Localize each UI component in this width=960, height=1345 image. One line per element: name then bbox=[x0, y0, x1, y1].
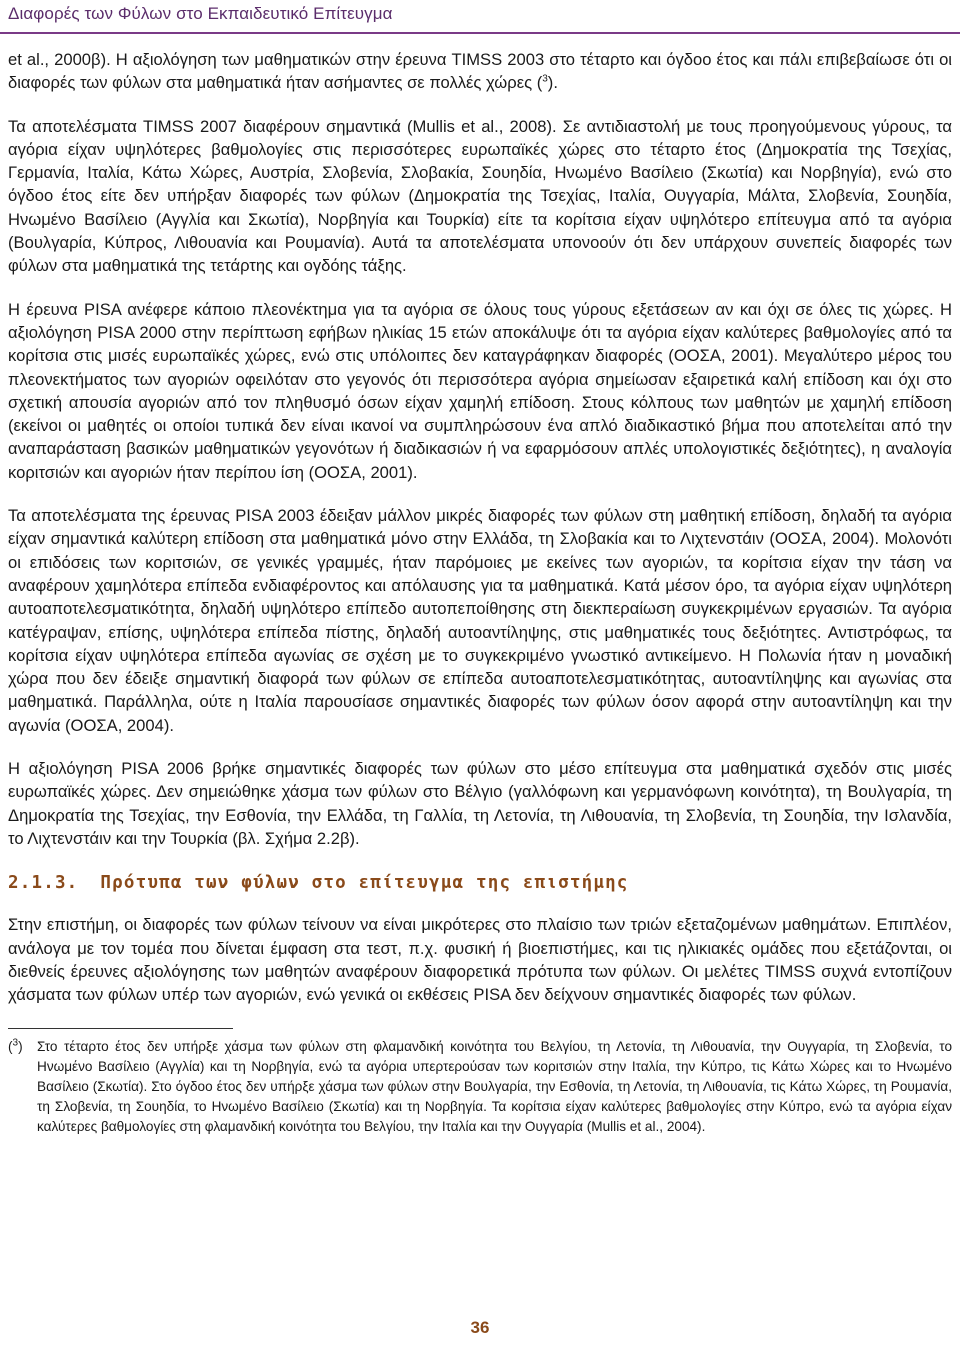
paragraph-1 bbox=[8, 48, 952, 95]
section-title: Πρότυπα των φύλων στο επίτευγμα της επιστήμης bbox=[100, 873, 629, 894]
paragraph-2: Τα αποτελέσματα TIMSS 2007 διαφέρουν σημαντικά (Mullis et al., 2008). Σε αντιδιαστολή με τους προηγούμενους γύρους, τα αγόρια είχαν υψηλότερες βαθμολογίες στις περισσότερες ευρωπαϊκές χώρες στο τέταρτο έτος (Δημοκρατία της Τσεχίας, Γερμανία, Ιταλία, Κάτω Χώρες, Αυστρία, Σλοβενία, Σλοβακία, Σουηδία, Ηνωμένο Βασίλειο (Σκωτία) και Νορβηγία), ενώ στο όγδοο έτος είτε δεν υπήρξαν διαφορές των φύλων (Δημοκρατία της Τσεχίας, Ιταλία, Ουγγαρία, Μάλτα, Σλοβενία, Σουηδία, Ηνωμένο Βασίλειο (Αγγλία και Σκωτία), Νορβηγία και Τουρκία) είτε τα κορίτσια είχαν υψηλότερο επίτευγμα από τα αγόρια (Βουλγαρία, Κύπρος, Λιθουανία και Ρουμανία). Αυτά τα αποτελέσματα υπονοούν ότι δεν υπάρχουν συνεπείς διαφορές των φύλων στα μαθηματικά της τετάρτης και ογδόης τάξης. bbox=[8, 116, 952, 276]
footnote-open: ( bbox=[8, 1039, 13, 1055]
section-heading bbox=[8, 873, 952, 893]
header-rule bbox=[0, 32, 960, 34]
footnote-3 bbox=[8, 1037, 952, 1136]
page-content bbox=[8, 48, 952, 1136]
footnote-number: 3 bbox=[12, 1037, 19, 1049]
footnote-ref-3[interactable]: 3 bbox=[542, 73, 548, 85]
page-number: 36 bbox=[470, 1318, 490, 1337]
footnote-mark bbox=[8, 1037, 23, 1057]
section-number: 2.1.3. bbox=[8, 873, 79, 894]
running-header: Διαφορές των Φύλων στο Εκπαιδευτικό Επίτευγμα bbox=[8, 4, 393, 23]
paragraph-1-text: et al., 2000β). Η αξιολόγηση των μαθηματικών στην έρευνα TIMSS 2003 στο τέταρτο και όγδοο έτος και πάλι επιβεβαίωσε ότι οι διαφορές των φύλων στα μαθηματικά ήταν ασήμαντες σε πολλές χώρες ( bbox=[8, 50, 952, 93]
footnote-rule bbox=[8, 1028, 233, 1029]
paragraph-3: Η έρευνα PISA ανέφερε κάποιο πλεονέκτημα για τα αγόρια σε όλους τους γύρους εξετάσεων αν και όχι σε όλες τις χώρες. Η αξιολόγηση PISA 2000 στην περίπτωση εφήβων ηλικίας 15 ετών αποκάλυψε ότι τα αγόρια είχαν καλύτερες βαθμολογίες από τα κορίτσια στις μισές ευρωπαϊκές χώρες, ενώ στις υπόλοιπες δεν καταγράφηκαν διαφορές (ΟΟΣΑ, 2001). Μεγαλύτερο μέρος του πλεονεκτήματος των αγοριών οφειλόταν στο γεγονός ότι περισσότερα αγόρια σημείωσαν εξαιρετικά καλή επίδοση και όχι στο σχετική απουσία αγοριών από τον πληθυσμό όσων είχαν χαμηλή επίδοση. Στους κόλπους των μαθητών με χαμηλή επίδοση (εκείνοι οι μαθητές οι οποίοι τυπικά δεν είναι ικανοί να συμπληρώσουν ένα απλό διαδικαστικό βήμα που αποτελείται από την αναπαράσταση βασικών μαθηματικών γεγονότων ή διαδικασιών ή να εφαρμόσουν απλές υπολογιστικές δεξιότητες), η αναλογία κοριτσιών και αγοριών ήταν περίπου ίση (ΟΟΣΑ, 2001). bbox=[8, 299, 952, 482]
section-paragraph: Στην επιστήμη, οι διαφορές των φύλων τείνουν να είναι μικρότερες στο πλαίσιο των τριών εξεταζομένων μαθημάτων. Επιπλέον, ανάλογα με τον τομέα που δίνεται έμφαση στα τεστ, π.χ. φυσική ή βιοεπιστήμες, και τις ηλικιακές ομάδες που εξετάζονται, οι διεθνείς έρευνες αξιολόγησης των μαθητών αναφέρουν διαφορετικά πρότυπα των φύλων. Οι μελέτες TIMSS συχνά εντοπίζουν χάσματα των φύλων υπέρ των αγοριών, ενώ γενικά οι εκθέσεις PISA δεν δείχνουν σημαντικές διαφορές των φύλων. bbox=[8, 915, 952, 1005]
footnote-close: ) bbox=[18, 1039, 23, 1055]
paragraph-1-end: ). bbox=[547, 73, 558, 93]
paragraph-5: Η αξιολόγηση PISA 2006 βρήκε σημαντικές διαφορές των φύλων στο μέσο επίτευγμα στα μαθηματικά σχεδόν στις μισές ευρωπαϊκές χώρες. Δεν σημειώθηκε χάσμα των φύλων στο Βέλγιο (γαλλόφωνη και γερμανόφωνη κοινότητα), τη Βουλγαρία, τη Δημοκρατία της Τσεχίας, την Εσθονία, την Ελλάδα, τη Γαλλία, τη Λετονία, τη Λιθουανία, τη Σλοβενία, τη Σουηδία, την Ισλανδία, το Λιχτενστάιν και την Τουρκία (βλ. Σχήμα 2.2β). bbox=[8, 759, 952, 848]
paragraph-4: Τα αποτελέσματα της έρευνας PISA 2003 έδειξαν μάλλον μικρές διαφορές των φύλων στη μαθητική επίδοση, δηλαδή τα αγόρια είχαν σημαντικά καλύτερη επίδοση στα μαθηματικά μόνο στην Ελλάδα, τη Σλοβακία και το Λιχτενστάιν (ΟΟΣΑ, 2004). Μολονότι οι επιδόσεις των κοριτσιών, σε γενικές γραμμές, ήταν παρόμοιες με εκείνες των αγοριών, τα κορίτσια είχαν την τάση να αναφέρουν χαμηλότερα επίπεδα ενδιαφέροντος και απόλαυσης για τα μαθηματικά. Κατά μέσον όρο, τα αγόρια είχαν υψηλότερη αυτοαποτελεσματικότητα, δηλαδή υψηλότερο επίπεδο αυτοπεποίθησης στη διεκπεραίωση συγκεκριμένων εργασιών. Τα αγόρια κατέγραψαν, επίσης, υψηλότερα επίπεδα πίστης, δηλαδή αυτοαντίληψης, στις μαθηματικές τους δεξιότητες. Αντιστρόφως, τα κορίτσια είχαν υψηλότερα επίπεδα αγωνίας σε σχέση με το συγκεκριμένο γνωστικό αντικείμενο. Η Πολωνία ήταν η μοναδική χώρα που δεν έδειξε σημαντική διαφορά των φύλων σε επίπεδα αυτοαποτελεσματικότητας, αυτοαντίληψης και αγωνίας στα μαθηματικά. Παράλληλα, ούτε η Ιταλία παρουσίασε σημαντικές διαφορές των φύλων όσον αφορά στην αυτοαντίληψη και την αγωνία (ΟΟΣΑ, 2004). bbox=[8, 506, 952, 735]
footnote-text: Στο τέταρτο έτος δεν υπήρξε χάσμα των φύλων στη φλαμανδική κοινότητα του Βελγίου, τη Λετονία, τη Λιθουανία, την Ουγγαρία, τη Σλοβενία, το Ηνωμένο Βασίλειο (Αγγλία) και τη Νορβηγία, ενώ τα αγόρια υπερτερούσαν των κοριτσιών στην Ιταλία, την Κύπρο, τις Κάτω Χώρες και το Ηνωμένο Βασίλειο (Σκωτία). Στο όγδοο έτος δεν υπήρξε χάσμα των φύλων στην Βουλγαρία, την Εσθονία, τη Λετονία, τη Λιθουανία, τις Κάτω Χώρες, τη Ρουμανία, τη Σλοβενία, τη Σουηδία, το Ηνωμένο Βασίλειο (Σκωτία) και τη Νορβηγία. Τα κορίτσια είχαν καλύτερες βαθμολογίες στην Κύπρο, ενώ τα αγόρια είχαν καλύτερες βαθμολογίες στη φλαμανδική κοινότητα του Βελγίου, την Ιταλία και την Ουγγαρία (Mullis et al., 2004). bbox=[37, 1039, 952, 1134]
